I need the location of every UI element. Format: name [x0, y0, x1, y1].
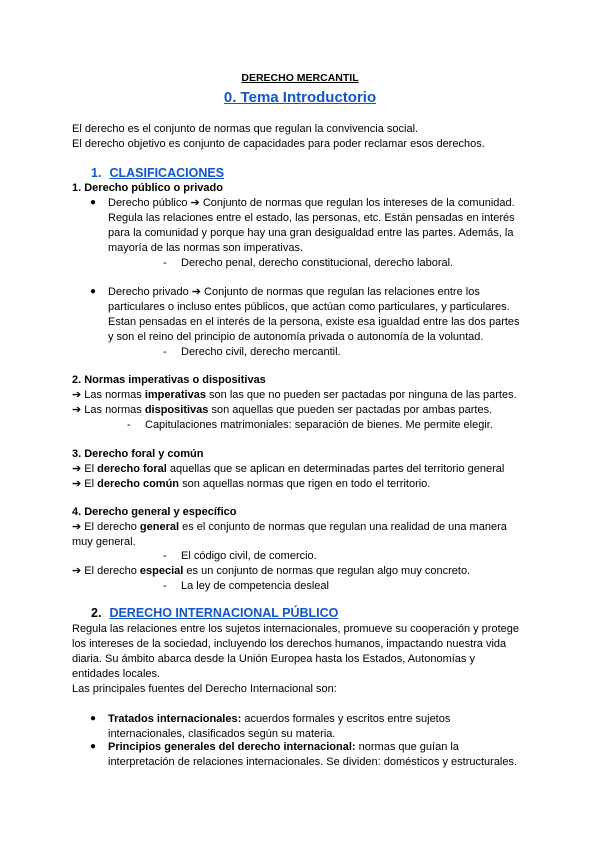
subheading-2: 2. Normas imperativas o dispositivas [72, 374, 266, 386]
private-line-1: Derecho privado ➔ Conjunto de normas que regulan las relaciones entre los [108, 286, 480, 298]
public-example-dash: - [163, 257, 167, 269]
bullet-icon: ● [90, 713, 97, 724]
intro-line-2: El derecho objetivo es conjunto de capacidades para poder reclamar esos derechos. [72, 138, 485, 150]
section-1-title: CLASIFICACIONES [109, 166, 225, 180]
section-1-heading [91, 165, 224, 181]
private-line-2: particulares o incluso entes públicos, que actúan como particulares, y particulares. [108, 301, 510, 313]
especial-line: ➔ El derecho especial es un conjunto de normas que regulan algo muy concreto. [72, 565, 471, 577]
principios-line-cont: interpretación de relaciones internacionales. Se dividen: domésticos y estructurales. [108, 756, 518, 768]
public-line-3: para la comunidad y porque hay una gran desigualdad entre las partes. Además, la [108, 227, 514, 239]
section-2-heading [91, 605, 338, 621]
especial-example: La ley de competencia desleal [181, 580, 329, 592]
principios-line: Principios generales del derecho internacional: normas que guían la [108, 741, 459, 753]
public-line-4: mayoría de las normas son imperativas. [108, 242, 304, 254]
general-example-dash: - [163, 550, 167, 562]
comun-line: ➔ El derecho común son aquellas normas que rigen en todo el territorio. [72, 478, 431, 490]
section-2-para-3: diaria. Su ámbito abarca desde la Unión Europea hasta los Estados, Autonomías y [72, 653, 475, 665]
subheading-4: 4. Derecho general y específico [72, 506, 237, 518]
tratados-line: Tratados internacionales: acuerdos formales y escritos entre sujetos [108, 713, 451, 725]
bullet-icon: ● [90, 286, 97, 297]
imperativas-line: ➔ Las normas imperativas son las que no pueden ser pactadas por ninguna de las partes. [72, 389, 517, 401]
especial-example-dash: - [163, 580, 167, 592]
section-2-number: 2. [91, 606, 102, 620]
private-line-3: Estan pensadas en el interés de la persona, existe esa igualdad entre las dos partes [108, 316, 520, 328]
general-example: El código civil, de comercio. [181, 550, 317, 562]
section-2-para-4: entidades locales. [72, 668, 161, 680]
foral-line: ➔ El derecho foral aquellas que se aplican en determinadas partes del territorio general [72, 463, 505, 475]
bullet-icon: ● [90, 741, 97, 752]
general-line-cont: muy general. [72, 536, 136, 548]
section-2-para-2: los intereses de la sociedad, incluyendo los derechos humanos, impactando nuestra vida [72, 638, 507, 650]
example-dash: - [127, 419, 131, 431]
private-example: Derecho civil, derecho mercantil. [181, 346, 341, 358]
intro-line-1: El derecho es el conjunto de normas que regulan la convivencia social. [72, 123, 419, 135]
section-2-para-1: Regula las relaciones entre los sujetos internacionales, promueve su cooperación y protege [72, 623, 519, 635]
subheading-3: 3. Derecho foral y común [72, 448, 204, 460]
section-2-para-5: Las principales fuentes del Derecho Internacional son: [72, 683, 337, 695]
public-line-2: Regula las relaciones entre el estado, las personas, etc. Están pensadas en interés [108, 212, 515, 224]
imperativas-example: Capitulaciones matrimoniales: separación de bienes. Me permite elegir. [145, 419, 493, 431]
section-2-title: DERECHO INTERNACIONAL PÚBLICO [109, 606, 339, 620]
private-line-4: y son el reino del principio de autonomía privada o autonomía de la voluntad. [108, 331, 484, 343]
general-line: ➔ El derecho general es el conjunto de normas que regulan una realidad de una manera [72, 521, 507, 533]
public-line-1: Derecho público ➔ Conjunto de normas que regulan los intereses de la comunidad. [108, 197, 515, 209]
subheading-1: 1. Derecho público o privado [72, 182, 223, 194]
dispositivas-line: ➔ Las normas dispositivas son aquellas que pueden ser pactadas por ambas partes. [72, 404, 493, 416]
document-subtitle: 0. Tema Introductorio [223, 89, 377, 106]
section-1-number: 1. [91, 166, 102, 180]
private-example-dash: - [163, 346, 167, 358]
tratados-line-cont: internacionales, clasificados según su materia. [108, 728, 336, 740]
document-title: DERECHO MERCANTIL [241, 72, 359, 84]
public-example: Derecho penal, derecho constitucional, derecho laboral. [181, 257, 454, 269]
bullet-icon: ● [90, 197, 97, 208]
